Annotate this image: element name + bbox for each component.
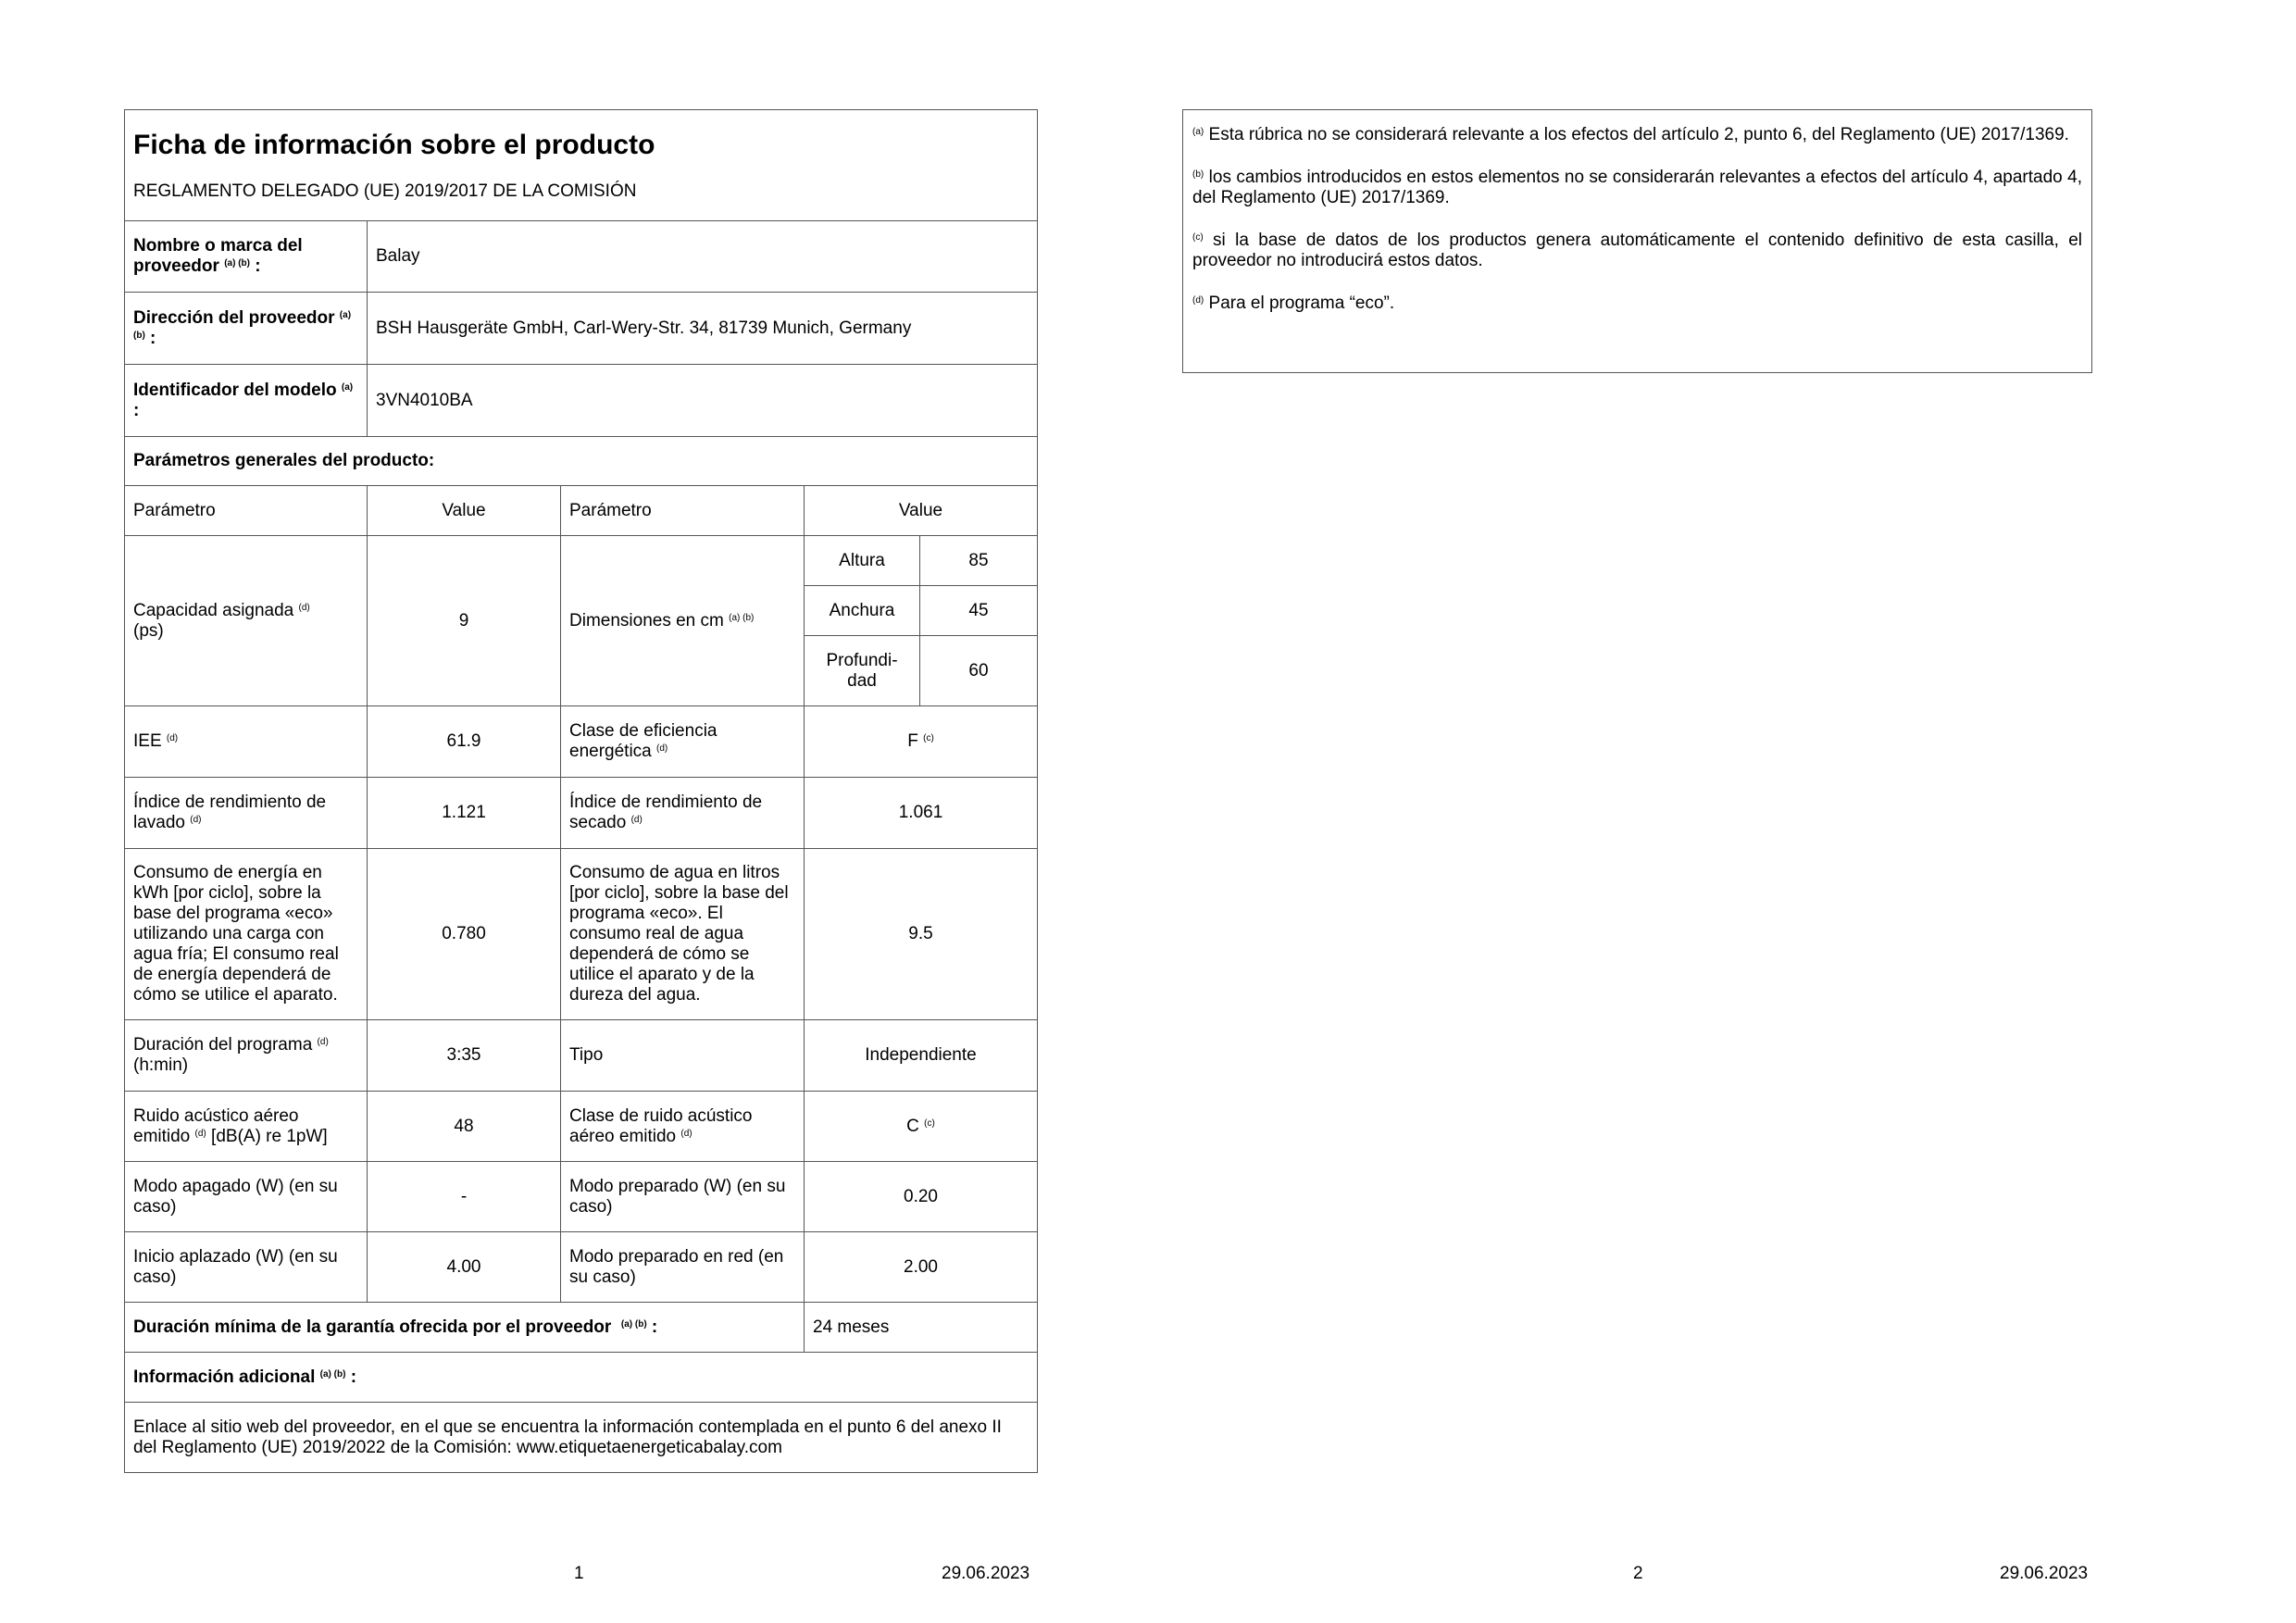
noise-value: 48: [368, 1092, 561, 1162]
type-value: Independiente: [805, 1020, 1038, 1092]
duration-label: Duración del programa $^{(d)}$ (h:min): [125, 1020, 368, 1092]
product-info-table: [124, 109, 1038, 1473]
warranty-label: Duración mínima de la garantía ofrecida por el proveedor $^{(a) (b)}$ :: [125, 1303, 805, 1353]
header-cell: [125, 110, 1038, 221]
page-date: 29.06.2023: [942, 1564, 1030, 1583]
standby-label: Modo preparado (W) (en su caso): [561, 1162, 805, 1232]
off-mode-value: -: [368, 1162, 561, 1232]
depth-value: 60: [920, 636, 1038, 706]
height-label: Altura: [805, 536, 920, 586]
noise-label: Ruido acústico aéreo emitido $^{(d)}$ [dB(A) re 1pW]: [125, 1092, 368, 1162]
wash-index-value: 1.121: [368, 778, 561, 849]
iee-label: IEE $^{(d)}$: [125, 706, 368, 778]
footnote: $^{(c)}$ si la base de datos de los productos genera automáticamente el contenido definitivo de esta casilla, el proveedor no introducirá estos datos.: [1192, 231, 2082, 270]
capacity-value: 9: [368, 536, 561, 706]
model-value: 3VN4010BA: [368, 365, 1038, 437]
wash-index-label: Índice de rendimiento de lavado $^{(d)}$: [125, 778, 368, 849]
document-title: Ficha de información sobre el producto: [133, 129, 655, 160]
off-mode-label: Modo apagado (W) (en su caso): [125, 1162, 368, 1232]
supplier-label: Nombre o marca del proveedor $^{(a) (b)}$ :: [125, 221, 368, 293]
water-consumption-label: Consumo de agua en litros [por ciclo], sobre la base del programa «eco». El consumo real de agua dependerá de cómo se utilice el aparato y de la dureza del agua.: [561, 849, 805, 1020]
standby-value: 0.20: [805, 1162, 1038, 1232]
footnotes-box: [1182, 109, 2092, 373]
page-number: 1: [574, 1564, 584, 1583]
width-label: Anchura: [805, 586, 920, 636]
dimensions-label: Dimensiones en cm $^{(a) (b)}$: [561, 536, 805, 706]
delay-start-label: Inicio aplazado (W) (en su caso): [125, 1232, 368, 1303]
depth-label: Profundi-dad: [805, 636, 920, 706]
width-value: 45: [920, 586, 1038, 636]
type-label: Tipo: [561, 1020, 805, 1092]
supplier-value: Balay: [368, 221, 1038, 293]
col-header-value: Value: [368, 486, 561, 536]
address-label: Dirección del proveedor $^{(a) (b)}$ :: [125, 293, 368, 365]
water-consumption-value: 9.5: [805, 849, 1038, 1020]
network-standby-value: 2.00: [805, 1232, 1038, 1303]
noise-class-value: C $^{(c)}$: [805, 1092, 1038, 1162]
dry-index-value: 1.061: [805, 778, 1038, 849]
delay-start-value: 4.00: [368, 1232, 561, 1303]
regulation-reference: REGLAMENTO DELEGADO (UE) 2019/2017 DE LA COMISIÓN: [133, 181, 637, 201]
col-header-param: Parámetro: [561, 486, 805, 536]
page-number: 2: [1633, 1564, 1643, 1583]
energy-consumption-label: Consumo de energía en kWh [por ciclo], sobre la base del programa «eco» utilizando una carga con agua fría; El consumo real de energía dependerá de cómo se utilice el aparato.: [125, 849, 368, 1020]
general-params-heading: Parámetros generales del producto:: [125, 437, 1038, 486]
model-label: Identificador del modelo $^{(a)}$ :: [125, 365, 368, 437]
additional-info-label: Información adicional $^{(a) (b)}$ :: [125, 1353, 1038, 1403]
footnote: $^{(b)}$ los cambios introducidos en estos elementos no se considerarán relevantes a efectos del artículo 4, apartado 4, del Reglamento (UE) 2017/1369.: [1192, 168, 2082, 207]
noise-class-label: Clase de ruido acústico aéreo emitido $^{(d)}$: [561, 1092, 805, 1162]
duration-value: 3:35: [368, 1020, 561, 1092]
footnote: $^{(d)}$ Para el programa “eco”.: [1192, 293, 1395, 313]
energy-class-label: Clase de eficiencia energética $^{(d)}$: [561, 706, 805, 778]
col-header-param: Parámetro: [125, 486, 368, 536]
iee-value: 61.9: [368, 706, 561, 778]
energy-consumption-value: 0.780: [368, 849, 561, 1020]
additional-info-text: Enlace al sitio web del proveedor, en el que se encuentra la información contemplada en el punto 6 del anexo II del Reglamento (UE) 2019/2022 de la Comisión: www.etiquetaenergeticabalay.com: [125, 1403, 1038, 1473]
dry-index-label: Índice de rendimiento de secado $^{(d)}$: [561, 778, 805, 849]
energy-class-value: F $^{(c)}$: [805, 706, 1038, 778]
capacity-label: Capacidad asignada $^{(d)}$ (ps): [125, 536, 368, 706]
col-header-value: Value: [805, 486, 1038, 536]
address-value: BSH Hausgeräte GmbH, Carl-Wery-Str. 34, 81739 Munich, Germany: [368, 293, 1038, 365]
height-value: 85: [920, 536, 1038, 586]
warranty-value: 24 meses: [805, 1303, 1038, 1353]
network-standby-label: Modo preparado en red (en su caso): [561, 1232, 805, 1303]
page-date: 29.06.2023: [2000, 1564, 2089, 1583]
footnote: $^{(a)}$ Esta rúbrica no se considerará relevante a los efectos del artículo 2, punto 6, del Reglamento (UE) 2017/1369.: [1192, 125, 2069, 144]
